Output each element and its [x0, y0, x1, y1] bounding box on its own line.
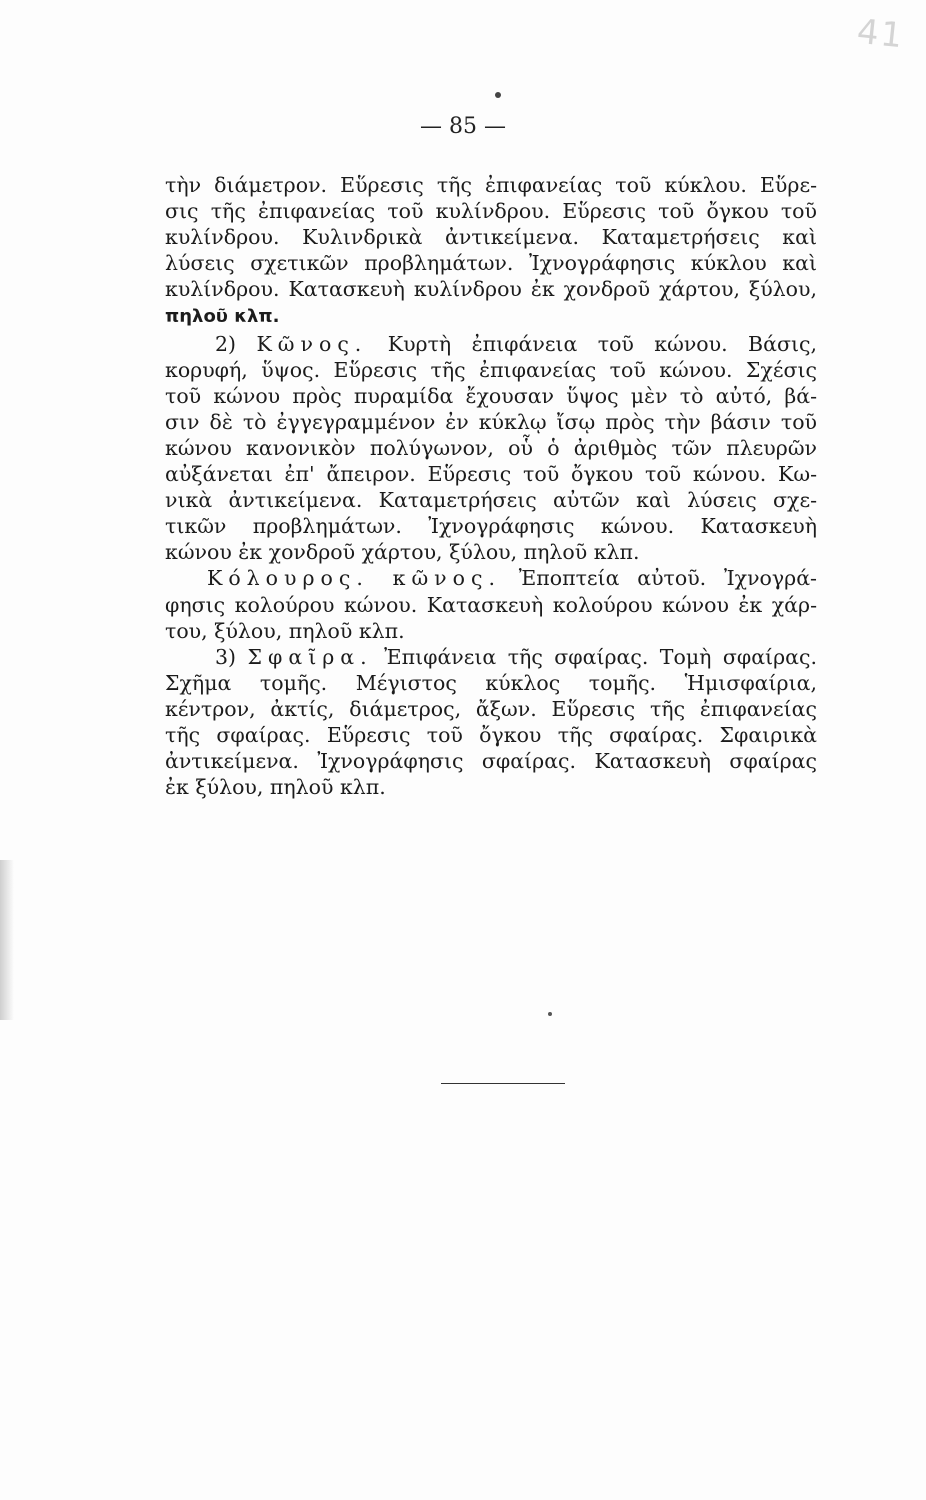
body-text: [165, 172, 817, 800]
text-line: Σχῆμα τομῆς. Μέγιστος κύκλος τομῆς. Ἡμισφαίρια,: [165, 670, 817, 695]
subsection-title: Κόλουρος. κῶνος.: [207, 566, 501, 591]
text-line: κώνου κανονικὸν πολύγωνον, οὗ ὁ ἀριθμὸς τῶν πλευρῶν: [165, 435, 817, 460]
text-line: [165, 302, 817, 330]
text-line: σις τῆς ἐπιφανείας τοῦ κυλίνδρου. Εὕρεσις τοῦ ὄγκου τοῦ: [165, 199, 817, 224]
section-title: Κῶνος.: [256, 331, 368, 356]
text-line: νικὰ ἀντικείμενα. Καταμετρήσεις αὐτῶν καὶ λύσεις σχε-: [165, 488, 817, 513]
end-rule: [441, 1083, 565, 1084]
text-line: σιν δὲ τὸ ἐγγεγραμμένον ἐν κύκλῳ ἴσῳ πρὸς τὴν βάσιν τοῦ: [165, 409, 817, 434]
text-line: τικῶν προβλημάτων. Ἰχνογράφησις κώνου. Κατασκευὴ: [165, 514, 817, 539]
text-line: τὴν διάμετρον. Εὕρεσις τῆς ἐπιφανείας τοῦ κύκλου. Εὕρε-: [165, 173, 817, 197]
ink-speck: [548, 1012, 552, 1016]
bold-text: πηλοῦ κλπ.: [165, 306, 280, 328]
corner-pencil-mark: 41: [854, 11, 906, 57]
text-line: κορυφή, ὕψος. Εὕρεσις τῆς ἐπιφανείας τοῦ κώνου. Σχέσις: [165, 357, 817, 382]
section-heading-line: 2) Κῶνος. Κυρτὴ ἐπιφάνεια τοῦ κώνου. Βάσις,: [215, 331, 817, 356]
section-title: Σφαῖρα.: [247, 644, 373, 669]
text-line: ἐκ ξύλου, πηλοῦ κλπ.: [165, 775, 386, 800]
text-line: τῆς σφαίρας. Εὕρεσις τοῦ ὄγκου τῆς σφαίρας. Σφαιρικὰ: [165, 722, 817, 747]
text-line: κώνου ἐκ χονδροῦ χάρτου, ξύλου, πηλοῦ κλπ.: [165, 540, 640, 565]
page-number: — 85 —: [420, 114, 506, 139]
text-line: του, ξύλου, πηλοῦ κλπ.: [165, 618, 405, 643]
subsection-heading-line: Κόλουρος. κῶνος. Ἐποπτεία αὐτοῦ. Ἰχνογρά-: [207, 566, 817, 591]
text-line: αὐξάνεται ἐπ' ἄπειρον. Εὕρεσις τοῦ ὄγκου τοῦ κώνου. Κω-: [165, 462, 817, 487]
text-line: φησις κολούρου κώνου. Κατασκευὴ κολούρου κώνου ἐκ χάρ-: [165, 592, 817, 617]
section-heading-line: 3) Σφαῖρα. Ἐπιφάνεια τῆς σφαίρας. Τομὴ σφαίρας.: [215, 644, 817, 669]
text-line: ἀντικείμενα. Ἰχνογράφησις σφαίρας. Κατασκευὴ σφαίρας: [165, 749, 817, 774]
text-line: κέντρον, ἀκτίς, διάμετρος, ἄξων. Εὕρεσις τῆς ἐπιφανείας: [165, 696, 817, 721]
text-line: κυλίνδρου. Κατασκευὴ κυλίνδρου ἐκ χονδροῦ χάρτου, ξύλου,: [165, 277, 817, 302]
page-edge-shadow: [0, 860, 14, 1020]
ink-speck: [495, 92, 501, 98]
text-line: τοῦ κώνου πρὸς πυραμίδα ἔχουσαν ὕψος μὲν τὸ αὐτό, βά-: [165, 383, 817, 408]
section-number: 3): [215, 644, 237, 669]
section-number: 2): [215, 331, 237, 356]
text-line: λύσεις σχετικῶν προβλημάτων. Ἰχνογράφησις κύκλου καὶ: [165, 251, 817, 276]
text-line: κυλίνδρου. Κυλινδρικὰ ἀντικείμενα. Καταμετρήσεις καὶ: [165, 225, 817, 250]
